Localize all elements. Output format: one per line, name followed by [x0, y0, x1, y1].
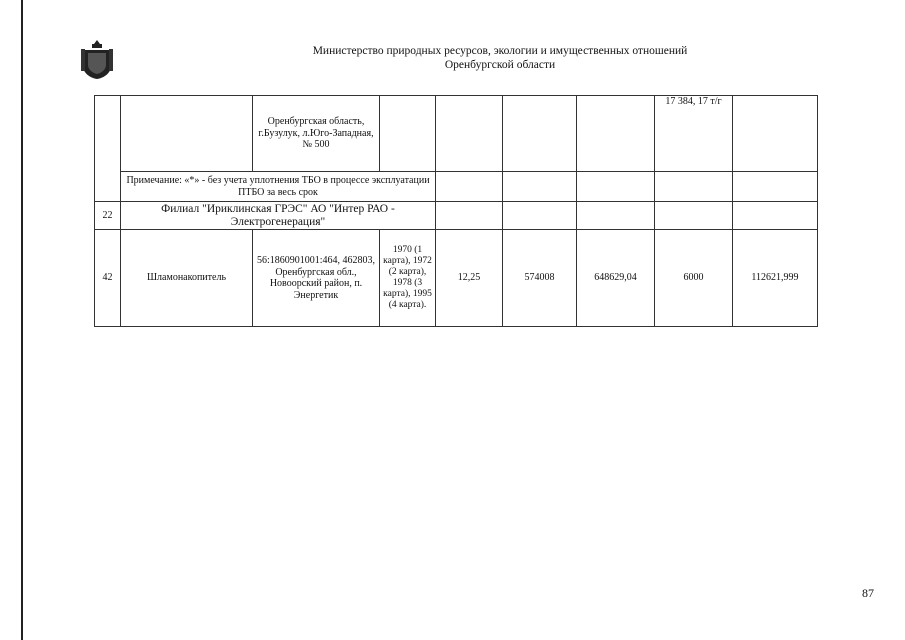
branch-name-cell: Филиал "Ириклинская ГРЭС" АО "Интер РАО - Электрогенерация": [121, 202, 436, 230]
empty-cell: [733, 172, 818, 202]
table-row: [95, 96, 818, 172]
capacity-cell: 17 384, 17 т/г: [655, 96, 733, 172]
address-cell: 56:1860901001:464, 462803, Оренбургская обл., Новоорский район, п. Энергетик: [253, 230, 380, 327]
empty-cell: [577, 172, 655, 202]
header-line-1: Министерство природных ресурсов, экологии и имущественных отношений: [312, 45, 688, 57]
years-cell: [380, 96, 436, 172]
table-row: [95, 202, 818, 230]
empty-cell: [655, 172, 733, 202]
value-cell: [733, 96, 818, 172]
value-cell: [503, 96, 577, 172]
table-row: [95, 172, 818, 202]
address-cell: Оренбургская область, г.Бузулук, л.Юго-Западная, № 500: [253, 96, 380, 172]
row-number-cell: 42: [95, 230, 121, 327]
coat-of-arms-icon: [80, 38, 114, 80]
table-row: [95, 230, 818, 327]
empty-cell: [436, 202, 503, 230]
note-cell: Примечание: «*» - без учета уплотнения ТБО в процессе эксплуатации ПТБО за весь срок: [121, 172, 436, 202]
area-cell: [436, 96, 503, 172]
page-number: 87: [862, 586, 874, 600]
value-cell: 112621,999: [733, 230, 818, 327]
empty-cell: [436, 172, 503, 202]
document-header: [200, 44, 800, 72]
branch-number-cell: 22: [95, 202, 121, 230]
object-name-cell: Шламонакопитель: [121, 230, 253, 327]
empty-cell: [503, 172, 577, 202]
value-cell: 574008: [503, 230, 577, 327]
header-line-2: Оренбургской области: [444, 59, 556, 71]
left-margin-rule: [21, 0, 23, 640]
object-name-cell: [121, 96, 253, 172]
years-cell: 1970 (1 карта), 1972 (2 карта), 1978 (3 карта), 1995 (4 карта).: [380, 230, 436, 327]
area-cell: 12,25: [436, 230, 503, 327]
value-cell: 6000: [655, 230, 733, 327]
empty-cell: [503, 202, 577, 230]
value-cell: [577, 96, 655, 172]
value-cell: 648629,04: [577, 230, 655, 327]
empty-cell: [733, 202, 818, 230]
empty-cell: [577, 202, 655, 230]
landfill-table: [94, 95, 818, 327]
row-number-cell: [95, 96, 121, 202]
empty-cell: [655, 202, 733, 230]
